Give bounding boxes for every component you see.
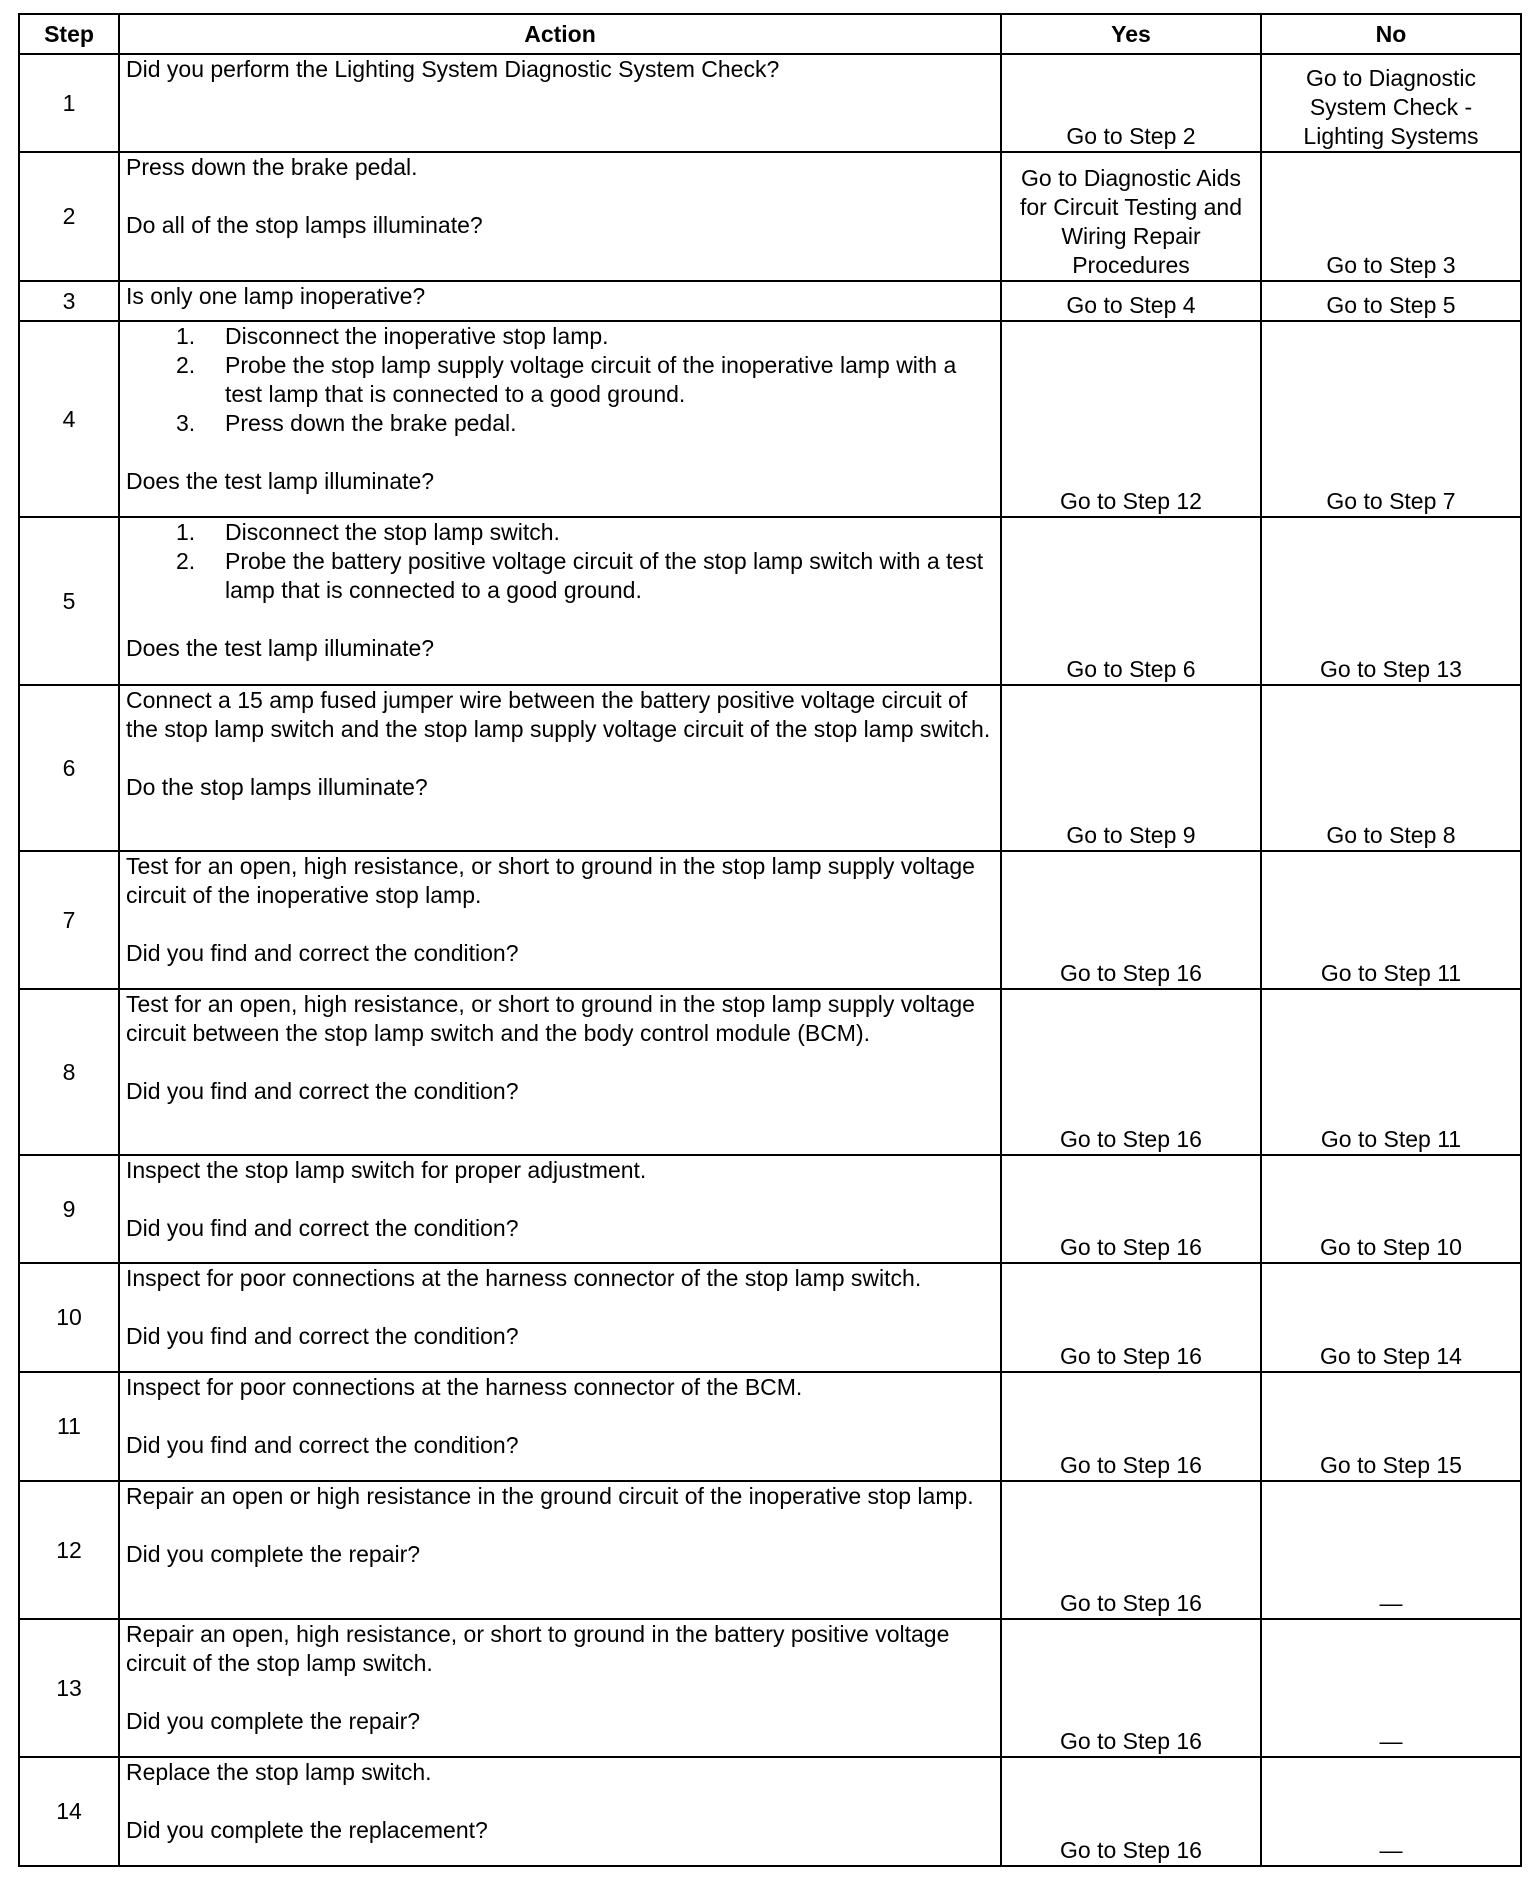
action-spacer	[126, 1402, 994, 1431]
no-result: Go to Step 7	[1261, 321, 1521, 517]
action-spacer	[126, 182, 994, 211]
action-spacer	[126, 1787, 994, 1816]
table-row	[19, 1481, 1521, 1619]
yes-result: Go to Step 2	[1001, 54, 1261, 152]
table-row	[19, 851, 1521, 989]
action-text: Test for an open, high resistance, or short to ground in the stop lamp supply voltage circuit of the inoperative stop lamp.	[126, 853, 975, 908]
action-cell	[119, 54, 1001, 152]
action-steps-list	[126, 322, 994, 438]
yes-result: Go to Step 16	[1001, 1263, 1261, 1372]
yes-result: Go to Step 16	[1001, 1372, 1261, 1481]
no-result: Go to Step 11	[1261, 851, 1521, 989]
action-question: Did you find and correct the condition?	[126, 940, 519, 966]
action-question: Did you find and correct the condition?	[126, 1432, 519, 1458]
action-text: Test for an open, high resistance, or short to ground in the stop lamp supply voltage circuit between the stop lamp switch and the body control module (BCM).	[126, 991, 975, 1046]
action-step-item	[126, 322, 994, 351]
action-step-text: Press down the brake pedal.	[225, 410, 517, 436]
table-row	[19, 685, 1521, 851]
step-number: 10	[19, 1263, 119, 1372]
action-spacer	[126, 1511, 994, 1540]
step-number: 13	[19, 1619, 119, 1757]
header-action: Action	[119, 14, 1001, 54]
table-row	[19, 517, 1521, 685]
action-spacer	[126, 910, 994, 939]
action-text: Press down the brake pedal.	[126, 154, 418, 180]
action-cell	[119, 1263, 1001, 1372]
no-result: Go to Step 3	[1261, 152, 1521, 281]
action-step-text: Probe the stop lamp supply voltage circuit of the inoperative lamp with a test lamp that is connected to a good ground.	[225, 352, 957, 407]
step-number: 12	[19, 1481, 119, 1619]
action-question: Did you find and correct the condition?	[126, 1215, 519, 1241]
header-yes: Yes	[1001, 14, 1261, 54]
action-text: Connect a 15 amp fused jumper wire between the battery positive voltage circuit of the stop lamp switch and the stop lamp supply voltage circuit of the stop lamp switch.	[126, 687, 991, 742]
action-question: Did you find and correct the condition?	[126, 1323, 519, 1349]
action-spacer	[126, 605, 994, 634]
action-step-item	[126, 547, 994, 605]
action-spacer	[126, 1293, 994, 1322]
action-question: Does the test lamp illuminate?	[126, 635, 435, 661]
table-row	[19, 1757, 1521, 1866]
no-result: Go to Step 11	[1261, 989, 1521, 1155]
action-step-number: 1.	[176, 323, 196, 349]
step-number: 5	[19, 517, 119, 685]
no-result: Go to Step 5	[1261, 281, 1521, 321]
action-question: Do the stop lamps illuminate?	[126, 774, 428, 800]
step-number: 1	[19, 54, 119, 152]
action-step-item	[126, 409, 994, 438]
action-step-text: Probe the battery positive voltage circuit of the stop lamp switch with a test lamp that is connected to a good ground.	[225, 548, 984, 603]
action-spacer	[126, 744, 994, 773]
action-step-number: 2.	[176, 548, 196, 574]
table-row	[19, 152, 1521, 281]
header-row	[19, 14, 1521, 54]
action-text: Replace the stop lamp switch.	[126, 1759, 432, 1785]
step-number: 7	[19, 851, 119, 989]
step-number: 2	[19, 152, 119, 281]
table-row	[19, 321, 1521, 517]
action-cell	[119, 1619, 1001, 1757]
action-cell	[119, 517, 1001, 685]
action-question: Did you complete the repair?	[126, 1708, 421, 1734]
action-cell	[119, 1757, 1001, 1866]
action-cell	[119, 152, 1001, 281]
action-question: Does the test lamp illuminate?	[126, 468, 435, 494]
table-row	[19, 54, 1521, 152]
action-step-item	[126, 351, 994, 409]
action-step-text: Disconnect the stop lamp switch.	[225, 519, 560, 545]
action-text: Inspect for poor connections at the harness connector of the BCM.	[126, 1374, 803, 1400]
no-result: Go to Step 10	[1261, 1155, 1521, 1263]
action-cell	[119, 1155, 1001, 1263]
action-spacer	[126, 438, 994, 467]
header-no: No	[1261, 14, 1521, 54]
table-row	[19, 1619, 1521, 1757]
action-question: Do all of the stop lamps illuminate?	[126, 212, 483, 238]
action-cell	[119, 281, 1001, 321]
table-body	[19, 54, 1521, 1866]
action-spacer	[126, 1048, 994, 1077]
action-spacer	[126, 1678, 994, 1707]
action-question: Did you complete the repair?	[126, 1541, 421, 1567]
no-result: —	[1261, 1481, 1521, 1619]
step-number: 4	[19, 321, 119, 517]
yes-result: Go to Step 16	[1001, 989, 1261, 1155]
table-row	[19, 281, 1521, 321]
yes-result: Go to Step 16	[1001, 1155, 1261, 1263]
step-number: 8	[19, 989, 119, 1155]
no-result: —	[1261, 1757, 1521, 1866]
yes-result: Go to Step 16	[1001, 851, 1261, 989]
step-number: 11	[19, 1372, 119, 1481]
action-text: Inspect the stop lamp switch for proper adjustment.	[126, 1157, 647, 1183]
yes-result: Go to Step 16	[1001, 1619, 1261, 1757]
action-cell	[119, 989, 1001, 1155]
step-number: 14	[19, 1757, 119, 1866]
action-question: Did you complete the replacement?	[126, 1817, 488, 1843]
step-number: 9	[19, 1155, 119, 1263]
yes-result: Go to Step 9	[1001, 685, 1261, 851]
action-text: Repair an open or high resistance in the ground circuit of the inoperative stop lamp.	[126, 1483, 974, 1509]
diagnostic-table	[18, 13, 1522, 1867]
yes-result: Go to Step 12	[1001, 321, 1261, 517]
no-result: Go to Step 8	[1261, 685, 1521, 851]
no-result: —	[1261, 1619, 1521, 1757]
yes-result: Go to Step 6	[1001, 517, 1261, 685]
table-row	[19, 1372, 1521, 1481]
action-text: Repair an open, high resistance, or short to ground in the battery positive voltage circuit of the stop lamp switch.	[126, 1621, 950, 1676]
no-result: Go to Diagnostic System Check - Lighting Systems	[1261, 54, 1521, 152]
action-question: Did you perform the Lighting System Diagnostic System Check?	[126, 56, 780, 82]
no-result: Go to Step 14	[1261, 1263, 1521, 1372]
header-step: Step	[19, 14, 119, 54]
action-step-number: 1.	[176, 519, 196, 545]
action-spacer	[126, 1185, 994, 1214]
action-cell	[119, 321, 1001, 517]
action-step-number: 2.	[176, 352, 196, 378]
action-step-text: Disconnect the inoperative stop lamp.	[225, 323, 609, 349]
action-steps-list	[126, 518, 994, 605]
table-row	[19, 989, 1521, 1155]
step-number: 6	[19, 685, 119, 851]
action-step-number: 3.	[176, 410, 196, 436]
yes-result: Go to Step 4	[1001, 281, 1261, 321]
yes-result: Go to Diagnostic Aids for Circuit Testing and Wiring Repair Procedures	[1001, 152, 1261, 281]
action-cell	[119, 1481, 1001, 1619]
step-number: 3	[19, 281, 119, 321]
action-step-item	[126, 518, 994, 547]
table-row	[19, 1263, 1521, 1372]
no-result: Go to Step 13	[1261, 517, 1521, 685]
no-result: Go to Step 15	[1261, 1372, 1521, 1481]
action-cell	[119, 1372, 1001, 1481]
table-row	[19, 1155, 1521, 1263]
action-cell	[119, 685, 1001, 851]
action-question: Did you find and correct the condition?	[126, 1078, 519, 1104]
action-question: Is only one lamp inoperative?	[126, 283, 426, 309]
yes-result: Go to Step 16	[1001, 1481, 1261, 1619]
action-cell	[119, 851, 1001, 989]
yes-result: Go to Step 16	[1001, 1757, 1261, 1866]
action-text: Inspect for poor connections at the harness connector of the stop lamp switch.	[126, 1265, 922, 1291]
